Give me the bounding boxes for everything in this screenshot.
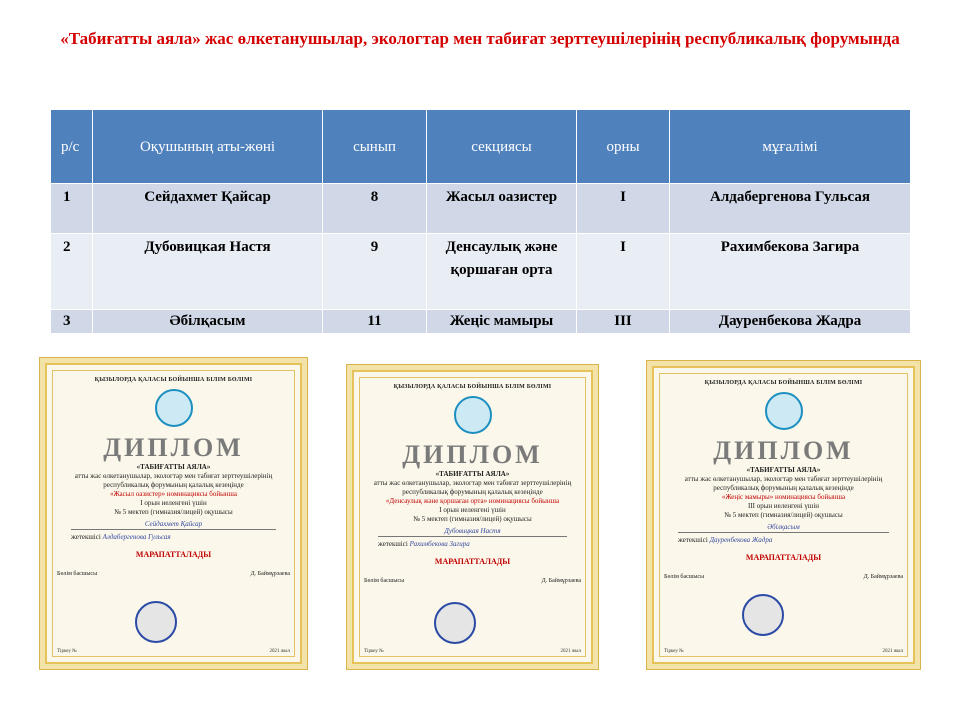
certificate-award: МАРАПАТТАЛАДЫ — [135, 550, 212, 559]
table-cell: III — [577, 310, 670, 334]
certificate-mentor-label: жетекшісі — [71, 533, 101, 541]
table-cell: I — [577, 234, 670, 310]
certificate-event-desc: атты жас өлкетанушылар, экологтар мен табиғат зерттеушілерінің республикалық форумының қалалық кезеңінде — [684, 475, 883, 492]
table-cell: Денсаулық және қоршаған орта — [427, 234, 577, 310]
table-cell: 1 — [51, 184, 93, 234]
certificate-award: МАРАПАТТАЛАДЫ — [745, 553, 822, 562]
certificate-head-name: Д. Баймұрзаева — [541, 578, 581, 584]
certificate-mentor-label: жетекшісі — [678, 536, 708, 544]
table-cell: Жеңіс мамыры — [427, 310, 577, 334]
table-cell: Дубовицкая Настя — [93, 234, 323, 310]
header-cell: сынып — [323, 110, 427, 184]
certificate-school: № 5 мектеп (гимназия/лицей) оқушысы — [114, 508, 233, 516]
table-cell: 2 — [51, 234, 93, 310]
certificate-place: III орын иеленгені үшін — [747, 502, 820, 510]
certificate-award: МАРАПАТТАЛАДЫ — [434, 557, 511, 566]
certificate-head-label: Бөлім басшысы — [664, 574, 705, 580]
table-cell: 9 — [323, 234, 427, 310]
header-cell: р/с — [51, 110, 93, 184]
table-cell: Жасыл оазистер — [427, 184, 577, 234]
table-row — [51, 184, 911, 234]
table-cell: Алдабергенова Гульсая — [670, 184, 911, 234]
certificate-mentor: Алдабергенова Гульсая — [102, 533, 171, 541]
header-cell: орны — [577, 110, 670, 184]
header-cell: Оқушының аты-жөні — [93, 110, 323, 184]
certificate-nomination: «Денсаулық және қоршаған орта» номинациясы бойынша — [385, 497, 560, 505]
certificate-student: Дубовицкая Настя — [378, 526, 567, 537]
certificate-department: ҚЫЗЫЛОРДА ҚАЛАСЫ БОЙЫНША БІЛІМ БӨЛІМІ — [94, 377, 253, 383]
certificate-head-label: Бөлім басшысы — [57, 571, 98, 577]
certificate-student: Әбілқасым — [678, 522, 889, 533]
table-cell: 3 — [51, 310, 93, 334]
table-cell: Әбілқасым — [93, 310, 323, 334]
certificate-nomination: «Жеңіс мамыры» номинациясы бойынша — [721, 493, 846, 501]
certificate-mentor-label: жетекшісі — [378, 540, 408, 548]
certificate-school: № 5 мектеп (гимназия/лицей) оқушысы — [724, 511, 843, 519]
certificate-reg: Тіркеу № — [664, 649, 684, 654]
certificate-reg: Тіркеу № — [364, 649, 384, 654]
certificate-department: ҚЫЗЫЛОРДА ҚАЛАСЫ БОЙЫНША БІЛІМ БӨЛІМІ — [393, 384, 552, 390]
certificate-year: 2021 жыл — [882, 649, 903, 654]
certificate-mentor: Рахимбекова Загира — [409, 540, 470, 548]
certificate-place: I орын иеленгені үшін — [439, 506, 506, 514]
certificate-nomination: «Жасыл оазистер» номинациясы бойынша — [109, 490, 238, 498]
diploma-certificate — [652, 366, 915, 664]
certificate-heading: ДИПЛОМ — [402, 440, 543, 469]
certificate-place: I орын иеленгені үшін — [140, 499, 207, 507]
certificate-school: № 5 мектеп (гимназия/лицей) оқушысы — [413, 515, 532, 523]
table-cell: Рахимбекова Загира — [670, 234, 911, 310]
certificate-event-name: «ТАБИҒАТТЫ АЯЛА» — [136, 463, 211, 471]
certificate-year: 2021 жыл — [269, 649, 290, 654]
header-cell: секциясы — [427, 110, 577, 184]
table-cell: Сейдахмет Қайсар — [93, 184, 323, 234]
certificate-reg: Тіркеу № — [57, 649, 77, 654]
certificate-head-name: Д. Баймұрзаева — [863, 574, 903, 580]
table-row — [51, 234, 911, 310]
seal-stamp — [135, 601, 177, 643]
certificate-mentor: Дауренбекова Жадра — [709, 536, 773, 544]
certificate-event-desc: атты жас өлкетанушылар, экологтар мен табиғат зерттеушілерінің республикалық форумының қалалық кезеңінде — [373, 479, 572, 496]
certificate-year: 2021 жыл — [560, 649, 581, 654]
seal-stamp — [434, 602, 476, 644]
certificate-event-name: «ТАБИҒАТТЫ АЯЛА» — [435, 470, 510, 478]
table-cell: I — [577, 184, 670, 234]
table-cell: 11 — [323, 310, 427, 334]
certificate-event-desc: атты жас өлкетанушылар, экологтар мен табиғат зерттеушілерінің республикалық форумының қалалық кезеңінде — [74, 472, 273, 489]
certificate-head-label: Бөлім басшысы — [364, 578, 405, 584]
results-table — [50, 109, 911, 334]
diploma-certificate — [352, 370, 593, 664]
seal-stamp — [742, 594, 784, 636]
certificate-department: ҚЫЗЫЛОРДА ҚАЛАСЫ БОЙЫНША БІЛІМ БӨЛІМІ — [704, 380, 863, 386]
table-header-row — [51, 110, 911, 184]
header-cell: мұғалімі — [670, 110, 911, 184]
table-cell: 8 — [323, 184, 427, 234]
table-cell: Дауренбекова Жадра — [670, 310, 911, 334]
diploma-certificate — [45, 363, 302, 664]
certificate-student: Сейдахмет Қайсар — [71, 519, 276, 530]
certificate-head-name: Д. Баймұрзаева — [250, 571, 290, 577]
table-row — [51, 310, 911, 334]
certificate-event-name: «ТАБИҒАТТЫ АЯЛА» — [746, 466, 821, 474]
certificate-heading: ДИПЛОМ — [713, 436, 854, 465]
page-title: «Табиғатты аяла» жас өлкетанушылар, экологтар мен табиғат зерттеушілерінің республикалық форумында — [60, 29, 900, 48]
certificate-heading: ДИПЛОМ — [103, 433, 244, 462]
